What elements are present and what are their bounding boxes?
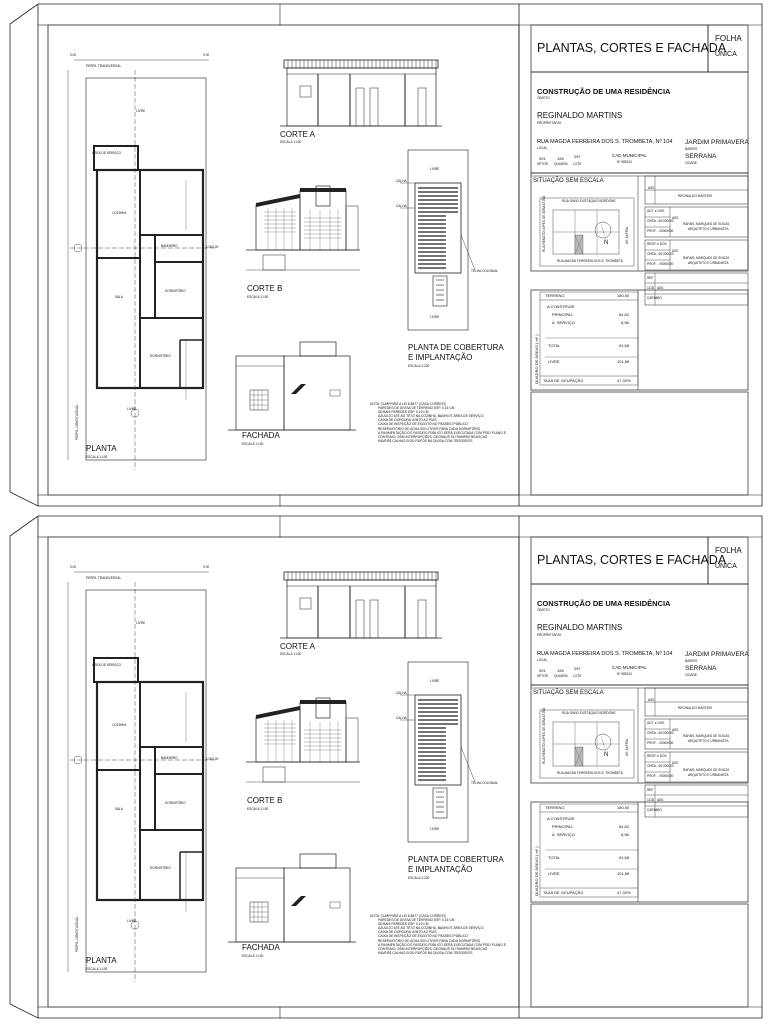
note-line: DEMAIS PAREDES ESP. 0,15 CM	[378, 410, 429, 415]
sig-author-1: AUT. e DOS	[647, 721, 665, 725]
sig-ass3-label: ASS	[672, 249, 679, 253]
sig-ass4-label: ASS	[657, 798, 664, 802]
perfil-longitudinal: PERFIL LONGITUDINAL	[75, 916, 79, 952]
sig-cod-label: COD	[647, 286, 655, 290]
cobertura-scale: ESCALA 1:200	[408, 364, 430, 368]
implantacao-label: E IMPLANTAÇÃO	[408, 353, 473, 362]
calha-label-2: CALHA	[396, 716, 407, 720]
sig-role-1: ARQUITETO E URBANISTA	[688, 227, 729, 231]
fachada-scale: ESCALA 1:100	[242, 954, 264, 958]
cobertura-livre-bottom: LIVRE	[430, 827, 440, 831]
principal-value: 84,62	[619, 312, 630, 317]
sig-ass2-label: ASS	[672, 216, 679, 220]
street-left: RUA RENATO LOPES DE SEBASTIÃO	[542, 707, 546, 764]
room-banheiro: BANHEIRO	[161, 756, 178, 760]
sig-ass4-label: ASS	[657, 286, 664, 290]
room-dormitorio-2: DORMITÓRIO	[150, 354, 171, 358]
street-top: RUA SAVIO EUSTÁQUIO BORDONE	[562, 711, 616, 715]
lote-caption: LOTE	[573, 674, 582, 678]
setor-value: 001	[539, 668, 546, 673]
sig-resp-3: PROF. - 00000000	[647, 262, 674, 266]
livre-value: 101,58	[617, 359, 630, 364]
principal-label: PRINCIPAL	[552, 824, 573, 829]
street-right: AV. SAFIRA	[625, 738, 629, 756]
sig-name-2: RAFAEL MARQUES DE SOUZA	[683, 768, 730, 772]
room-dormitorio-1: DORMITÓRIO	[165, 801, 186, 805]
street-left: RUA RENATO LOPES DE SEBASTIÃO	[542, 195, 546, 252]
sig-resp-1: RESP. e DOS	[647, 242, 667, 246]
sig-role-1: ARQUITETO E URBANISTA	[688, 739, 729, 743]
address: RUA MAGDA FERREIRA DOS S. TROMBETA, Nº 104	[537, 139, 673, 145]
total-label: TOTAL	[548, 855, 561, 860]
drawing-sheet	[0, 512, 768, 1024]
note-line: HAVERÁ CALHAS E/OU RUFOS NA DIVISA COM TERCEIROS	[378, 438, 473, 443]
quadra-value: 155	[557, 156, 564, 161]
note-line: RESERVATÓRIO DE ÁGUA 500 LITROS PARA CADA DORMITÓRIO	[378, 938, 481, 943]
perfil-longitudinal: PERFIL LONGITUDINAL	[75, 404, 79, 440]
project-name: CONSTRUÇÃO DE UMA RESIDÊNCIA	[537, 599, 671, 608]
owner-name: REGINALDO MARTINS	[537, 111, 623, 120]
street-top: RUA SAVIO EUSTÁQUIO BORDONE	[562, 199, 616, 203]
note-line: CAIXA DE INSPEÇÃO DE ESGOTO NO PASSEIO PÚBLICO	[378, 422, 469, 427]
sig-author-3: PROF. - 00000000	[647, 741, 674, 745]
room-dormitorio-1: DORMITÓRIO	[165, 289, 186, 293]
note-line: CAIXA DE GORDURA JUNTO AO PIAS	[378, 930, 437, 935]
corte-b-label: CORTE B	[247, 796, 283, 805]
sig-resp-2: CREA - 06.000000	[647, 764, 674, 768]
sig-role-2: ARQUITETO E URBANISTA	[688, 773, 729, 777]
calha-label-1: CALHA	[396, 691, 407, 695]
owner-caption: PROPRIETÁRIO	[537, 633, 562, 637]
cad-value: Nº 985310	[617, 672, 632, 676]
fachada-label: FACHADA	[242, 943, 280, 952]
telha-label: TELHA COLONIAL	[471, 781, 499, 785]
situacao-title: SITUAÇÃO SEM ESCALA	[533, 178, 604, 184]
room-sala: SALA	[115, 295, 124, 299]
planta-label: PLANTA	[86, 956, 117, 965]
quadra-caption: QUADRA	[554, 674, 568, 678]
cobertura-scale: ESCALA 1:200	[408, 876, 430, 880]
room-dormitorio-2: DORMITÓRIO	[150, 866, 171, 870]
street-right: AV. SAFIRA	[625, 226, 629, 244]
note-line: A PAVIMENTAÇÃO DO PASSEIO PÚBLICO SERÁ EXECUTADA COM PISO PLANO E CONTÍNUO, SEM INTERRUPÇÕES, DEGRAUS OU RAMPAS BRUSCAS	[378, 430, 506, 439]
calha-label-1: CALHA	[396, 179, 407, 183]
livre-label: LIVRE	[548, 359, 560, 364]
note-line: A PAVIMENTAÇÃO DO PASSEIO PÚBLICO SERÁ EXECUTADA COM PISO PLANO E CONTÍNUO, SEM INTERRUPÇÕES, DEGRAUS OU RAMPAS BRUSCAS	[378, 942, 506, 951]
quadra-caption: QUADRA	[554, 162, 568, 166]
project-name: CONSTRUÇÃO DE UMA RESIDÊNCIA	[537, 87, 671, 96]
livre-label: LIVRE	[548, 871, 560, 876]
cobertura-label: PLANTA DE COBERTURA	[408, 343, 504, 352]
city-caption: CIDADE	[685, 161, 698, 165]
folha-value: ÚNICA	[715, 563, 737, 570]
fachada-scale: ESCALA 1:100	[242, 442, 264, 446]
situacao-title: SITUAÇÃO SEM ESCALA	[533, 690, 604, 696]
construction-notes	[370, 914, 510, 955]
sheet-title: PLANTAS, CORTES E FACHADA	[537, 41, 727, 55]
note-line: CAIXA DE INSPEÇÃO DE ESGOTO NO PASSEIO PÚBLICO	[378, 934, 469, 939]
principal-value: 84,62	[619, 824, 630, 829]
cobertura-livre-bottom: LIVRE	[430, 315, 440, 319]
sig-owner: REGINALDO MARTINS	[678, 706, 712, 710]
district: JARDIM PRIMAVERA	[685, 651, 749, 658]
perfil-transversal: PERFIL TRANSVERSAL	[86, 64, 122, 68]
room-cozinha: COZINHA	[112, 211, 127, 215]
corte-b-scale: ESCALA 1:100	[247, 295, 269, 299]
room-banheiro: BANHEIRO	[161, 244, 178, 248]
owner-caption: PROPRIETÁRIO	[537, 121, 562, 125]
note-line: NOTA: CUMPRIRÁ A LEI 8.8677 (CASA CORREIO)	[370, 402, 447, 406]
address-caption: LOCAL	[537, 658, 548, 662]
city: SERRANA	[685, 665, 717, 672]
folha-label: FOLHA	[715, 34, 742, 43]
ocupacao-value: 47,32%	[617, 890, 631, 895]
terreno-label: TERRENO	[545, 805, 565, 810]
sig-ass3-label: ASS	[672, 761, 679, 765]
construir-label: A CONSTRUIR	[547, 304, 575, 309]
terreno-label: TERRENO	[545, 293, 565, 298]
cad-label: CAD MUNICIPAL	[612, 153, 647, 158]
dim-top-right: 0.00	[203, 53, 210, 57]
sig-name-1: RAFAEL MARQUES DE SOUZA	[683, 734, 730, 738]
dim-top-left: 0.00	[70, 565, 77, 569]
implantacao-label: E IMPLANTAÇÃO	[408, 865, 473, 874]
district: JARDIM PRIMAVERA	[685, 139, 749, 146]
calha-label-2: CALHA	[396, 204, 407, 208]
sig-author-3: PROF. - 00000000	[647, 229, 674, 233]
dim-side: 1.000,00	[206, 757, 219, 761]
fachada-label: FACHADA	[242, 431, 280, 440]
livre-value: 101,58	[617, 871, 630, 876]
sig-ref-label: REF	[647, 788, 654, 792]
note-line: PAREDES DE DIVISA DE TERRENO ESP. 0,15 CM	[378, 406, 455, 411]
quadro-title: QUADRO DE ÁREAS ( m² )	[534, 846, 539, 896]
sig-resp-1: RESP. e DOS	[647, 754, 667, 758]
corte-a-label: CORTE A	[280, 642, 315, 651]
room-livre-bottom: LIVRE	[127, 919, 137, 923]
perfil-transversal: PERFIL TRANSVERSAL	[86, 576, 122, 580]
lote-caption: LOTE	[573, 162, 582, 166]
note-line: HAVERÁ CALHAS E/OU RUFOS NA DIVISA COM TERCEIROS	[378, 950, 473, 955]
lote-value: 257	[574, 666, 581, 671]
dim-top-left: 0.00	[70, 53, 77, 57]
construction-notes	[370, 402, 510, 443]
sig-ass2-label: ASS	[672, 728, 679, 732]
sig-carimbo-label: CARIMBO	[647, 808, 662, 812]
ocupacao-value: 47,32%	[617, 378, 631, 383]
planta-scale: ESCALA 1:100	[86, 967, 108, 971]
note-line: PAREDES DE DIVISA DE TERRENO ESP. 0,15 CM	[378, 918, 455, 923]
terreno-value: 180,00	[617, 293, 630, 298]
room-livre-top: LIVRE	[136, 109, 146, 113]
cad-label: CAD MUNICIPAL	[612, 665, 647, 670]
room-sala: SALA	[115, 807, 124, 811]
ocupacao-label: TAXA DE OCUPAÇÃO	[543, 890, 584, 895]
cad-value: Nº 985310	[617, 160, 632, 164]
total-value: 91,58	[619, 855, 630, 860]
district-caption: BAIRRO	[685, 147, 698, 151]
corte-a-scale: ESCALA 1:100	[280, 140, 302, 144]
room-livre-bottom: LIVRE	[127, 407, 137, 411]
project-caption: OBJETO	[537, 608, 550, 612]
quadra-value: 155	[557, 668, 564, 673]
sig-ass-label: ASS	[648, 698, 655, 702]
cobertura-livre-top: LIVRE	[430, 679, 440, 683]
note-line: DEMAIS PAREDES ESP. 0,15 CM	[378, 922, 429, 927]
corte-b-label: CORTE B	[247, 284, 283, 293]
sig-resp-3: PROF. - 00000000	[647, 774, 674, 778]
corte-b-scale: ESCALA 1:100	[247, 807, 269, 811]
sig-carimbo-label: CARIMBO	[647, 296, 662, 300]
sheet-title: PLANTAS, CORTES E FACHADA	[537, 553, 727, 567]
street-bottom: RUA MAGDA FERREIRA DOS S. TROMBETA	[557, 771, 623, 775]
address-caption: LOCAL	[537, 146, 548, 150]
sig-name-2: RAFAEL MARQUES DE SOUZA	[683, 256, 730, 260]
note-line: NOTA: CUMPRIRÁ A LEI 8.8677 (CASA CORREIO)	[370, 914, 447, 918]
district-caption: BAIRRO	[685, 659, 698, 663]
owner-name: REGINALDO MARTINS	[537, 623, 623, 632]
servico-label: A. SERVIÇO	[552, 832, 575, 837]
sig-role-2: ARQUITETO E URBANISTA	[688, 261, 729, 265]
room-area-servico: ÁREA DE SERVIÇO	[92, 151, 121, 155]
note-line: AZULEJO ATÉ AO TETO NA COZINHA, BANHO E ÁREA DE SERVIÇO	[378, 926, 484, 931]
north-arrow-label: N	[604, 752, 609, 758]
planta-label: PLANTA	[86, 444, 117, 453]
folha-value: ÚNICA	[715, 51, 737, 58]
planta-scale: ESCALA 1:100	[86, 455, 108, 459]
note-line: CAIXA DE GORDURA JUNTO AO PIAS	[378, 418, 437, 423]
dim-side: 1.000,00	[206, 245, 219, 249]
ocupacao-label: TAXA DE OCUPAÇÃO	[543, 378, 584, 383]
principal-label: PRINCIPAL	[552, 312, 573, 317]
total-label: TOTAL	[548, 343, 561, 348]
room-area-servico: ÁREA DE SERVIÇO	[92, 663, 121, 667]
servico-label: A. SERVIÇO	[552, 320, 575, 325]
sig-cod-label: COD	[647, 798, 655, 802]
sig-resp-2: CREA - 06.000000	[647, 252, 674, 256]
note-line: RESERVATÓRIO DE ÁGUA 500 LITROS PARA CADA DORMITÓRIO	[378, 426, 481, 431]
lote-value: 257	[574, 154, 581, 159]
setor-caption: SETOR	[537, 674, 548, 678]
sig-name-1: RAFAEL MARQUES DE SOUZA	[683, 222, 730, 226]
folha-label: FOLHA	[715, 546, 742, 555]
servico-value: 6,96	[621, 832, 629, 837]
cobertura-label: PLANTA DE COBERTURA	[408, 855, 504, 864]
sig-author-2: CREA - 06.000000	[647, 219, 674, 223]
sig-owner: REGINALDO MARTINS	[678, 194, 712, 198]
sig-author-1: AUT. e DOS	[647, 209, 665, 213]
construir-label: A CONSTRUIR	[547, 816, 575, 821]
city: SERRANA	[685, 153, 717, 160]
total-value: 91,58	[619, 343, 630, 348]
telha-label: TELHA COLONIAL	[471, 269, 499, 273]
sig-ref-label: REF	[647, 276, 654, 280]
room-cozinha: COZINHA	[112, 723, 127, 727]
dim-top-right: 0.00	[203, 565, 210, 569]
address: RUA MAGDA FERREIRA DOS S. TROMBETA, Nº 104	[537, 651, 673, 657]
city-caption: CIDADE	[685, 673, 698, 677]
setor-caption: SETOR	[537, 162, 548, 166]
quadro-title: QUADRO DE ÁREAS ( m² )	[534, 334, 539, 384]
servico-value: 6,96	[621, 320, 629, 325]
sig-author-2: CREA - 06.000000	[647, 731, 674, 735]
sig-ass-label: ASS	[648, 186, 655, 190]
corte-a-label: CORTE A	[280, 130, 315, 139]
project-caption: OBJETO	[537, 96, 550, 100]
setor-value: 001	[539, 156, 546, 161]
corte-a-scale: ESCALA 1:100	[280, 652, 302, 656]
north-arrow-label: N	[604, 240, 609, 246]
street-bottom: RUA MAGDA FERREIRA DOS S. TROMBETA	[557, 259, 623, 263]
cobertura-livre-top: LIVRE	[430, 167, 440, 171]
note-line: AZULEJO ATÉ AO TETO NA COZINHA, BANHO E ÁREA DE SERVIÇO	[378, 414, 484, 419]
room-livre-top: LIVRE	[136, 621, 146, 625]
terreno-value: 180,00	[617, 805, 630, 810]
